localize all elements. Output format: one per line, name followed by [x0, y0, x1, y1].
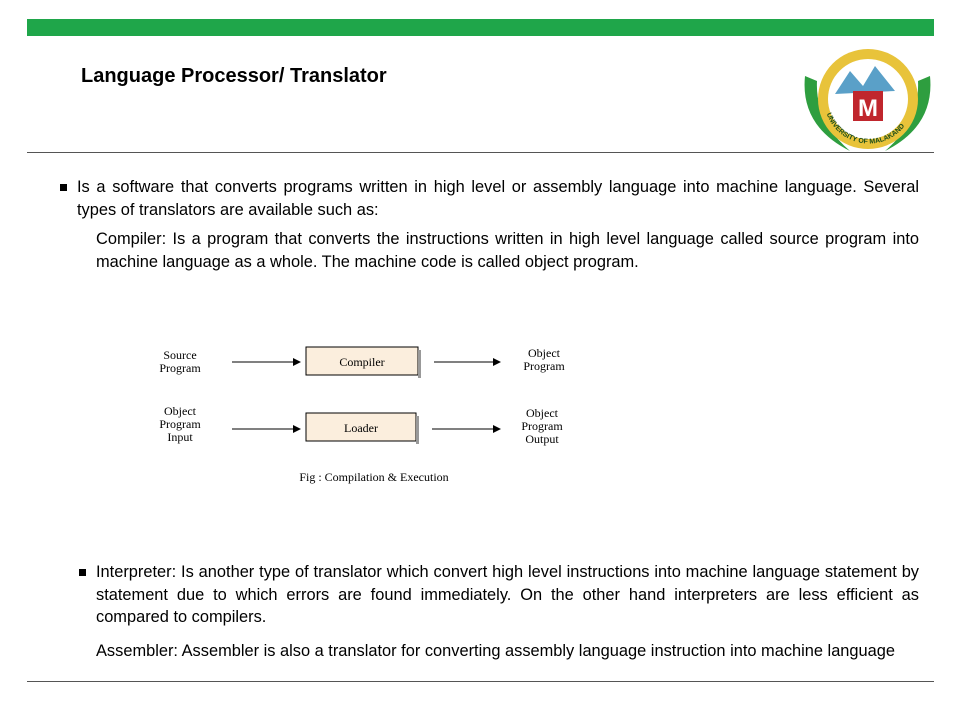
bullet-interpreter: [96, 561, 919, 629]
row1-output-line2: Program: [523, 359, 565, 373]
bullet-intro-text: Is a software that converts programs written in high level or assembly language into machine language. Several types of translators are available such as:: [77, 178, 919, 219]
row2-input-line1: Object: [164, 404, 196, 418]
row1-input-line2: Program: [159, 361, 201, 375]
slide-title: Language Processor/ Translator: [81, 65, 387, 87]
footer-divider: [27, 681, 934, 682]
row2-output-line3: Output: [525, 432, 559, 446]
bullet-marker: [79, 569, 86, 576]
assembler-bullet-clip: [96, 640, 919, 686]
header-divider: [27, 152, 934, 153]
row2-output-line1: Object: [526, 406, 558, 420]
row1-output-line1: Object: [528, 346, 560, 360]
loader-box-label: Loader: [344, 421, 378, 435]
compiler-bullet-clip: [96, 228, 919, 303]
diagram-caption: Fig : Compilation & Execution: [299, 470, 449, 484]
logo-letter: M: [858, 95, 878, 122]
row2-input-line3: Input: [167, 430, 193, 444]
bullet-compiler-text: Compiler: Is a program that converts the instructions written in high level language called source program into machine language as a whole. The machine code is called object program.: [96, 230, 919, 271]
compilation-diagram: [140, 340, 600, 495]
bullet-marker: [60, 184, 67, 191]
bullet-interpreter-text: Interpreter: Is another type of translator which convert high level instructions into machine language statement by statement due to which errors are found immediately. On the other hand interpreters are less efficient as compared to compilers.: [96, 563, 919, 626]
bullet-assembler-text: Assembler: Assembler is also a translator for converting assembly language instruction into machine language: [96, 642, 896, 660]
bullet-intro: [77, 176, 919, 221]
bullet-assembler: [96, 640, 919, 663]
compiler-box-label: Compiler: [339, 355, 385, 369]
row2-input-line2: Program: [159, 417, 201, 431]
university-logo: [795, 36, 940, 156]
row1-input-line1: Source: [163, 348, 197, 362]
logo-text: UNIVERSITY OF MALAKAND: [824, 111, 907, 146]
row2-output-line2: Program: [521, 419, 563, 433]
top-accent-bar: [27, 19, 934, 36]
bullet-compiler: [96, 228, 919, 273]
